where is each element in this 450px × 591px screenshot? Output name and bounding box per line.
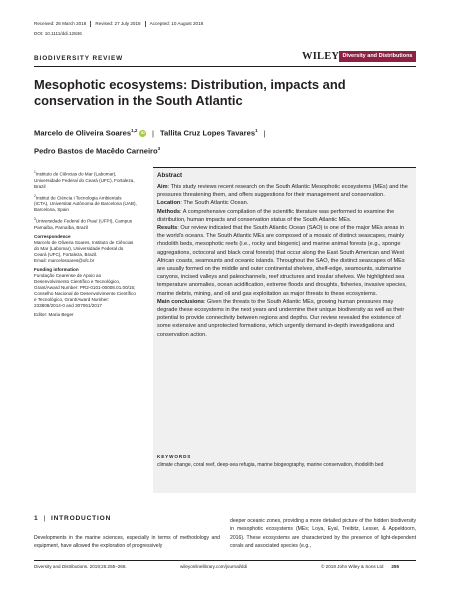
correspondence-email[interactable]: Email: marcelosoares@ufc.br [34,257,95,263]
orcid-icon[interactable]: iD [140,130,145,136]
affiliation: $^2$Institut de Ciència i Tecnologia Ambientals (ICTA), Universitat Autònoma de Barcelona (UAB), Barcelona, Spain [34,193,137,213]
footer-copyright: © 2018 John Wiley & Sons Ltd [321,564,384,569]
footer-right [321,564,399,569]
separator [90,21,91,27]
introduction-heading: 1 | INTRODUCTION [34,515,112,522]
author-affiliation-marker: 1 [255,128,258,133]
author-affiliation-marker: 3 [157,145,161,151]
received-date: Received: 26 March 2018 [34,21,87,27]
abstract-conclusions: Main conclusions: Given the threats to the South Atlantic MEs, growing human pressures may degrade these ecosystems in the next years and undermine their unique biodiversity as well as their potential to provide connectivity between regions and depths. Our review revealed the existence of some extensive and unprotected formations, which urgently demand in-depth investigations and conservation action. [157,298,405,338]
author-affiliation-marker: 1,2 [131,128,138,133]
affiliations-column [34,169,137,321]
footer-rule [34,560,416,561]
funding-heading: Funding information [34,266,79,272]
body-text-left: Developments in the marine sciences, especially in terms of methodology and equipment, have allowed the exploration of progressively [34,535,220,550]
footer-url[interactable]: wileyonlinelibrary.com/journal/ddi [180,564,248,569]
funding-text: Fundação Cearense de Apoio ao Desenvolvimento Científico e Tecnológico, Grant/Award Number: PR2-0101-00008.01.00/15; Conselho Nacional de Desenvolvimento Científico e Tecnológico, Grant/Award Number: 233808/2014-0 and 307061/2017 [34,272,136,308]
publication-dates [34,21,203,27]
abstract-methods: Methods: A comprehensive compilation of the scientific literature was performed to examine the distribution, human impacts and conservation status of the South Atlantic MEs. [157,208,395,223]
abstract-body [157,183,413,339]
keywords-list: climate change, coral reef, deep-sea refugia, marine biogeography, marine conservation, rhodolith bed [157,462,384,468]
abstract-heading: Abstract [157,172,183,179]
revised-date: Revised: 27 July 2018 [95,21,141,27]
separator [145,21,146,27]
author-separator: | [151,128,154,138]
keywords-heading: KEYWORDS [157,454,192,459]
abstract-aim: Aim: This study reviews recent research on the South Atlantic Mesophotic ecosystems (MEs) and the pressures threatening them, and offers suggestions for their management and conservation. [157,184,408,199]
author-name[interactable]: Pedro Bastos de Macêdo Carneiro [34,146,158,156]
journal-badge: Diversity and Distributions [339,51,416,62]
correspondence-text: Marcelo de Oliveira Soares, Instituto de Ciências do Mar (Labomar), Universidade Federal do Ceará (UFC), Fortaleza, Brazil. [34,239,134,257]
editor: Editor: Maria Beger [34,311,74,317]
abstract-results: Results: Our review indicated that the South Atlantic Ocean (SAO) is one of the major MEs areas in the world's oceans. The South Atlantic MEs are composed of a mosaic of distinct seascapes, mainly rhodolith beds, mesophotic reefs (i.e., rocky and biogenic) and marine animal forests (e.g., sponge aggregations, octocoral and black coral forests) that occur along the East South American and West African coasts, seamounts and oceanic islands. Throughout the SAO, the distinct seascapes of MEs are usually formed on the middle and outer continental shelves, shelf-edge, seamounts, submarine canyons, incised valleys and paleochannels, reef structures and insular shelves. We highlighted sea temperature anomalies, ocean acidification, extreme floods and droughts, fisheries, invasive species, marine debris, mining, and oil and gas exploitation as major threats to these ecosystems. [157,225,407,297]
article-title: Mesophotic ecosystems: Distribution, impacts and conservation in the South Atlantic [34,77,346,108]
author-name[interactable]: Marcelo de Oliveira Soares [34,128,132,138]
correspondence-heading: Correspondence [34,233,71,239]
page-number: 255 [391,564,400,569]
publisher-logo: WILEY [302,51,340,62]
footer-citation: Diversity and Distributions. 2019;25:255–268. [34,564,127,569]
doi[interactable]: DOI: 10.1111/ddi.12846 [34,31,82,36]
author-name[interactable]: Tallita Cruz Lopes Tavares [159,128,256,138]
author-list [34,123,424,158]
abstract-location: Location: The South Atlantic Ocean. [157,200,249,207]
header-rule [34,66,416,67]
body-text-right: deeper oceanic zones, providing a more detailed picture of the hidden biodiversity in mesophotic ecosystems (MEs; Loya, Eyal, Treibitz, Lesser, & Appeldoorn, 2016). These ecosystems are characterized by the presence of light-dependent corals and associated species (e.g., [230,518,416,550]
accepted-date: Accepted: 10 August 2018 [149,21,204,27]
abstract-box [153,167,416,493]
author-separator: | [263,128,266,138]
affiliation: $^3$Universidade Federal do Piauí (UFPI), Campus Parnaíba, Parnaíba, Brazil [34,217,133,230]
section-label: BIODIVERSITY REVIEW [34,55,124,62]
affiliation: $^1$Instituto de Ciências do Mar (Labomar), Universidade Federal do Ceará (UFC), Fortaleza, Brazil [34,170,135,189]
